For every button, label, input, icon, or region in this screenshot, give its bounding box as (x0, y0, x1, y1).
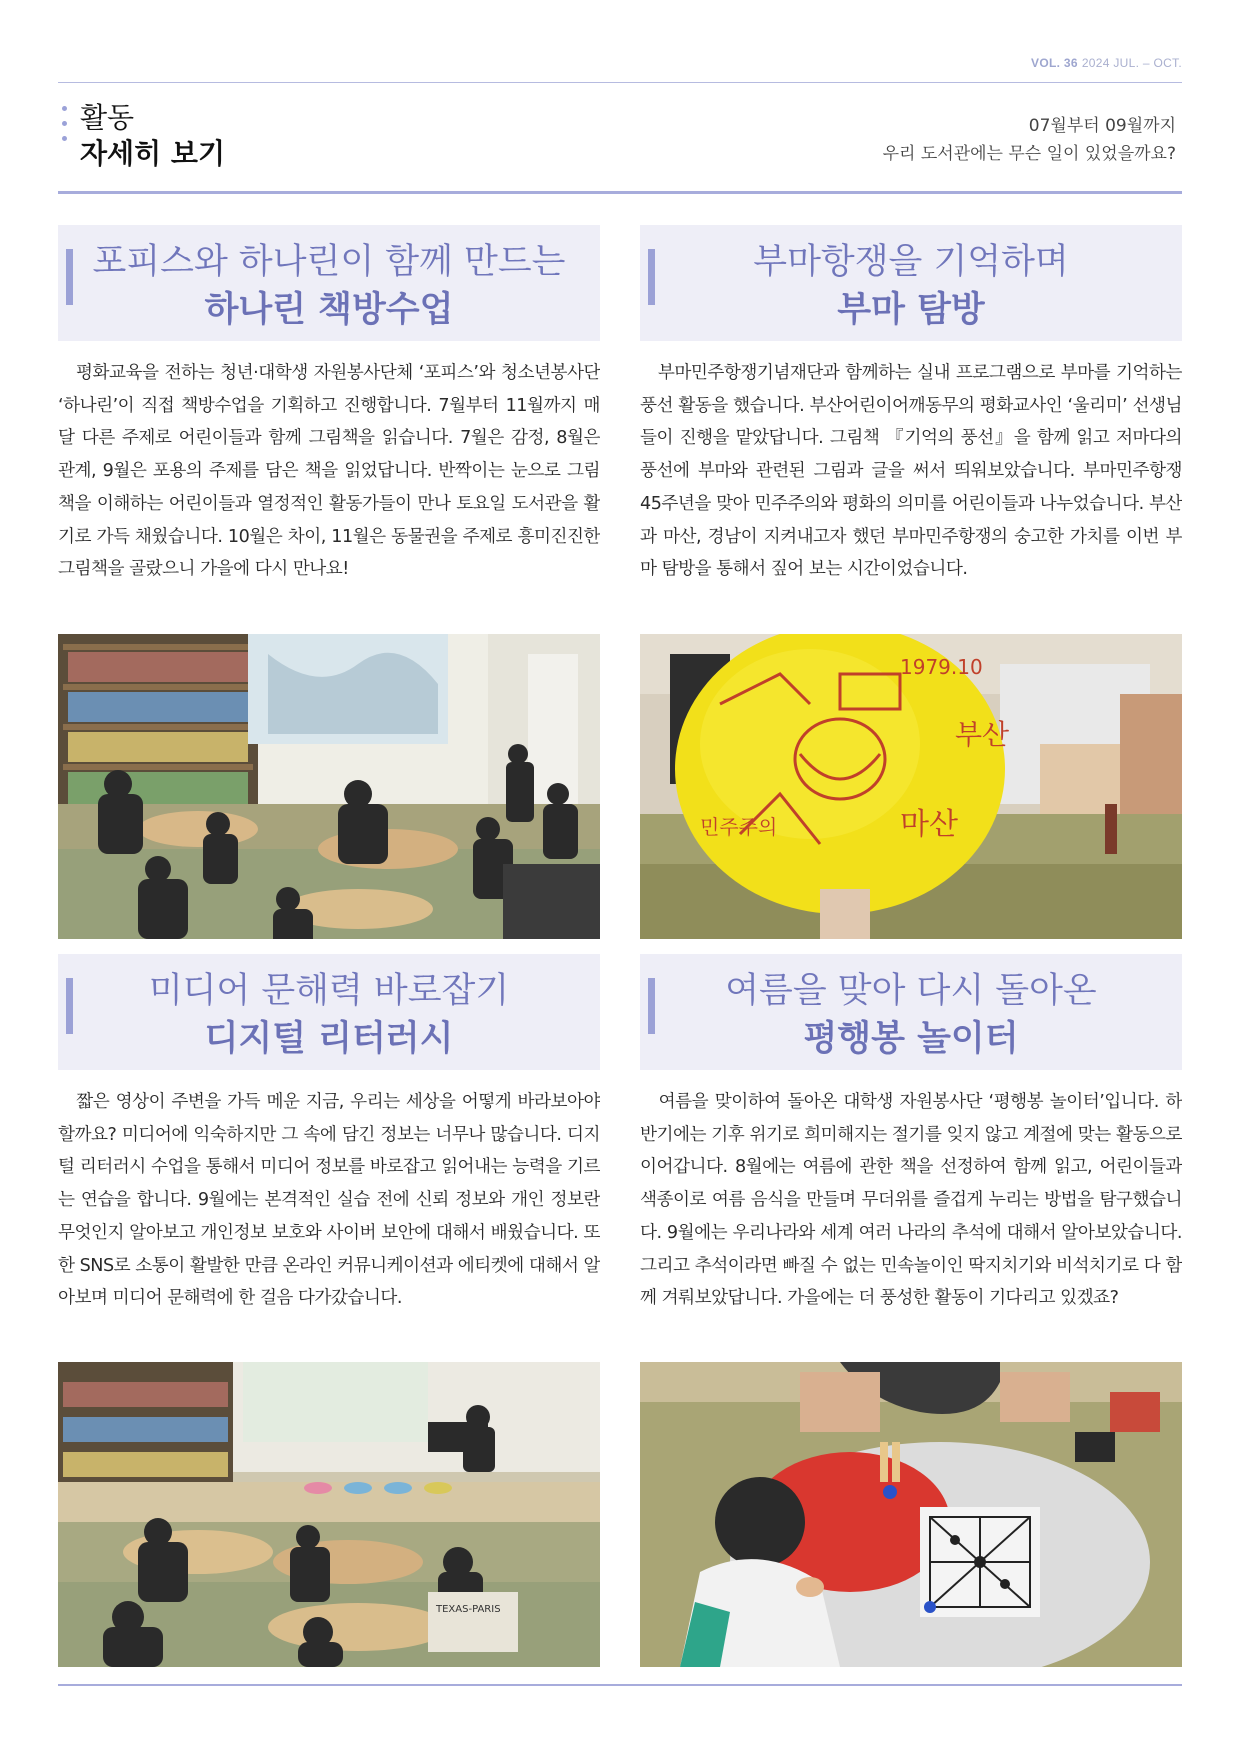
section-banner (640, 225, 1182, 341)
photo-bookclass (58, 634, 600, 939)
section-digital-literacy (58, 954, 600, 1350)
section-banner (640, 954, 1182, 1070)
section-banner (58, 225, 600, 341)
section-title-line1: 부마항쟁을 기억하며 (753, 242, 1069, 282)
section-title-line2: 하나린 책방수업 (204, 290, 454, 330)
section-banner (58, 954, 600, 1070)
section-buma-tour (640, 225, 1182, 621)
balloon-date: 1979.10 (900, 655, 983, 679)
photo-digital-class (58, 1362, 600, 1667)
section-hanarin-bookclass (58, 225, 600, 621)
issue-period: 2024 JUL. – OCT. (1081, 56, 1182, 70)
section-title-line2: 디지털 리터러시 (204, 1019, 454, 1059)
issue-info (1031, 56, 1182, 70)
top-rule (58, 82, 1182, 83)
header-rule (58, 191, 1182, 194)
section-body: 평화교육을 전하는 청년·대학생 자원봉사단체 ‘포피스’와 청소년봉사단 ‘하나린’이 직접 책방수업을 기획하고 진행합니다. 7월부터 11월까지 매 달 다른 주제로 어린이들과 함께 그림책을 읽습니다. 7월은 감정, 8월은 관계, 9월은 포용의 주제를 담은 책을 읽었답니다. 반짝이는 눈으로 그림책을 이해하는 어린이들과 열정적인 활동가들이 만나 토요일 도서관을 활기로 가득 채웠습니다. 10월은 차이, 11월은 동물권을 주제로 흥미진진한 그림책을 골랐으니 가을에 다시 만나요! (58, 363, 600, 580)
section-title-line2: 부마 탐방 (837, 290, 985, 330)
page-subtitle-line1: 07월부터 09월까지 (1028, 116, 1176, 136)
balloon-democracy: 민주주의 (700, 815, 778, 839)
section-title-line1: 포피스와 하나린이 함께 만드는 (92, 242, 566, 282)
section-title-line1: 여름을 맞아 다시 돌아온 (725, 971, 1097, 1011)
issue-volume: VOL. 36 (1031, 56, 1078, 70)
section-title-line1: 미디어 문해력 바로잡기 (148, 971, 510, 1011)
photo-balloon (640, 634, 1182, 939)
section-body: 부마민주항쟁기념재단과 함께하는 실내 프로그램으로 부마를 기억하는 풍선 활동을 했습니다. 부산어린이어깨동무의 평화교사인 ‘울리미’ 선생님들이 진행을 맡았답니다. 그림책 『기억의 풍선』을 함께 읽고 저마다의 풍선에 부마와 관련된 그림과 글을 써서 띄워보았습니다. 부마민주항쟁 45주년을 맞아 민주주의와 평화의 의미를 어린이들과 나누었습니다. 부산과 마산, 경남이 지켜내고자 했던 부마민주항쟁의 숭고한 가치를 이번 부마 탐방을 통해서 짚어 보는 시간이었습니다. (640, 363, 1182, 580)
section-body: 짧은 영상이 주변을 가득 메운 지금, 우리는 세상을 어떻게 바라보아야 할까요? 미디어에 익숙하지만 그 속에 담긴 정보는 너무나 많습니다. 디지털 리터러시 수업을 통해서 미디어 정보를 바로잡고 읽어내는 능력을 기르는 연습을 합니다. 9월에는 본격적인 실습 전에 신뢰 정보와 개인 정보란 무엇인지 알아보고 개인정보 보호와 사이버 보안에 대해서 배웠습니다. 또한 SNS로 소통이 활발한 만큼 온라인 커뮤니케이션과 에티켓에 대해서 알아보며 미디어 문해력에 한 걸음 다가갔습니다. (58, 1092, 600, 1309)
balloon-busan: 부산 (955, 718, 1010, 751)
section-pyeonghaengbong (640, 954, 1182, 1350)
bottom-rule (58, 1684, 1182, 1686)
page-title-line1: 활동 (80, 101, 135, 134)
photo-folk-game (640, 1362, 1182, 1667)
page-title-line2: 자세히 보기 (80, 137, 225, 170)
shirt-print: TEXAS-PARIS (436, 1604, 501, 1615)
balloon-masan: 마산 (900, 807, 958, 842)
page-title (80, 100, 225, 172)
page-subtitle (883, 112, 1176, 168)
bullet-dots-icon (62, 106, 70, 151)
page-subtitle-line2: 우리 도서관에는 무슨 일이 있었을까요? (882, 144, 1176, 164)
section-title-line2: 평행봉 놀이터 (803, 1019, 1019, 1059)
section-body: 여름을 맞이하여 돌아온 대학생 자원봉사단 ‘평행봉 놀이터’입니다. 하반기에는 기후 위기로 희미해지는 절기를 잊지 않고 계절에 맞는 활동으로 이어갑니다. 8월에는 여름에 관한 책을 선정하여 함께 읽고, 어린이들과 색종이로 여름 음식을 만들며 무더위를 즐겁게 누리는 방법을 탐구했습니다. 9월에는 우리나라와 세계 여러 나라의 추석에 대해서 알아보았습니다. 그리고 추석이라면 빠질 수 없는 민속놀이인 딱지치기와 비석치기로 다 함께 겨뤄보았답니다. 가을에는 더 풍성한 활동이 기다리고 있겠죠? (640, 1092, 1182, 1309)
